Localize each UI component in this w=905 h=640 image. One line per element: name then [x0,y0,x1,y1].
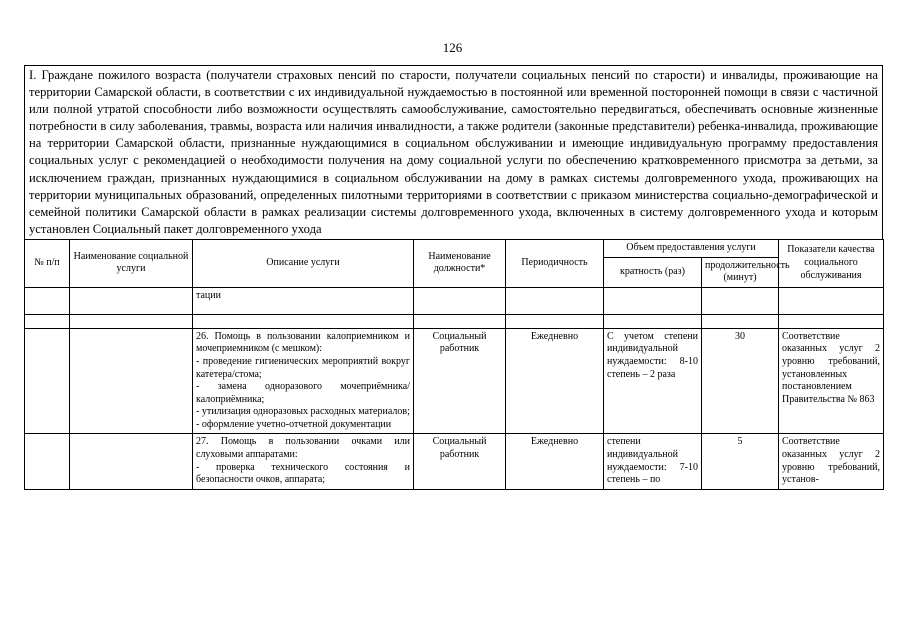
service-item: - проведение гигиенических мероприятий вокруг катетера/стома; [196,355,410,380]
quality-cell: Соответствие оказанных услуг 2 уровню требований, установ- [779,434,884,489]
header-periodicity: Периодичность [506,239,604,287]
header-duration: продолжительность (минут) [702,257,779,287]
service-description [193,434,414,489]
section-heading: I. Граждане пожилого возраста (получатели страховых пенсий по старости, получатели социальных пенсий по старости) и инвалиды, проживающие на территории Самарской области, в соответствии с их индивидуальной нуждаемостью в постоянной или временной посторонней помощи в связи с частичной или полной утратой способности либо возможности осуществлять самообслуживание, самостоятельно передвигаться, обеспечивать основные жизненные потребности в силу заболевания, травмы, возраста или наличия инвалидности, а также родители (законные представители) ребенка-инвалида, проживающие на территории Самарской области, признанные нуждающимися в социальном обслуживании и имеющие индивидуальную программу предоставления социальных услуг с рекомендацией о необходимости получения на дому социальной услуги по обеспечению кратковременного присмотра за детьми, за исключением граждан, признанных нуждающимися в социальном обслуживании на дому в рамках системы долговременного ухода, проживающих на территории муниципальных образований, определенных пилотными территориями в соответствии с приказом министерства социально-демографической и семейной политики Самарской области в рамках реализации системы долговременного ухода, включенных в систему долговременного ухода и которым установлен Социальный пакет долговременного ухода [24,65,883,239]
header-num: № п/п [25,239,70,287]
header-volume: Объем предоставления услуги [604,239,779,257]
service-item: - оформление учетно-отчетной документации [196,418,392,430]
header-description: Описание услуги [193,239,414,287]
table-row-continuation [25,287,884,314]
periodicity-cell: Ежедневно [506,434,604,489]
header-quality: Показатели качества социального обслуживания [779,239,884,287]
service-description [193,328,414,434]
page-number: 126 [442,40,463,55]
service-title: 26. Помощь в пользовании калоприемником и мочеприемником (с мешком): [196,330,410,355]
position-cell: Социальный работник [414,328,506,434]
duration-cell: 5 [702,434,779,489]
table-row [25,328,884,434]
table-row [25,434,884,489]
service-item: - утилизация одноразовых расходных материалов; [196,406,410,418]
services-table [24,239,884,490]
position-cell: Социальный работник [414,434,506,489]
service-item: - замена одноразового мочеприёмника/калоприёмника; [196,381,410,405]
service-item: - проверка технического состояния и безопасности очков, аппарата; [196,461,410,486]
frequency-cell: С учетом степени индивидуальной нуждаемости: 8-10 степень – 2 раза [604,328,702,434]
header-frequency: кратность (раз) [604,257,702,287]
table-header-row [25,239,884,257]
header-service-name: Наименование социальной услуги [70,239,193,287]
service-title: 27. Помощь в пользовании очками или слуховыми аппаратами: [196,436,410,461]
header-position: Наименование должности* [414,239,506,287]
quality-cell: Соответствие оказанных услуг 2 уровню требований, установленных постановлением Правительства № 863 [779,328,884,434]
continuation-text: тации [193,287,414,314]
table-row-gap [25,314,884,328]
document-body [24,65,883,490]
duration-cell: 30 [702,328,779,434]
periodicity-cell: Ежедневно [506,328,604,434]
frequency-cell: степени индивидуальной нуждаемости: 7-10 степень – по [604,434,702,489]
